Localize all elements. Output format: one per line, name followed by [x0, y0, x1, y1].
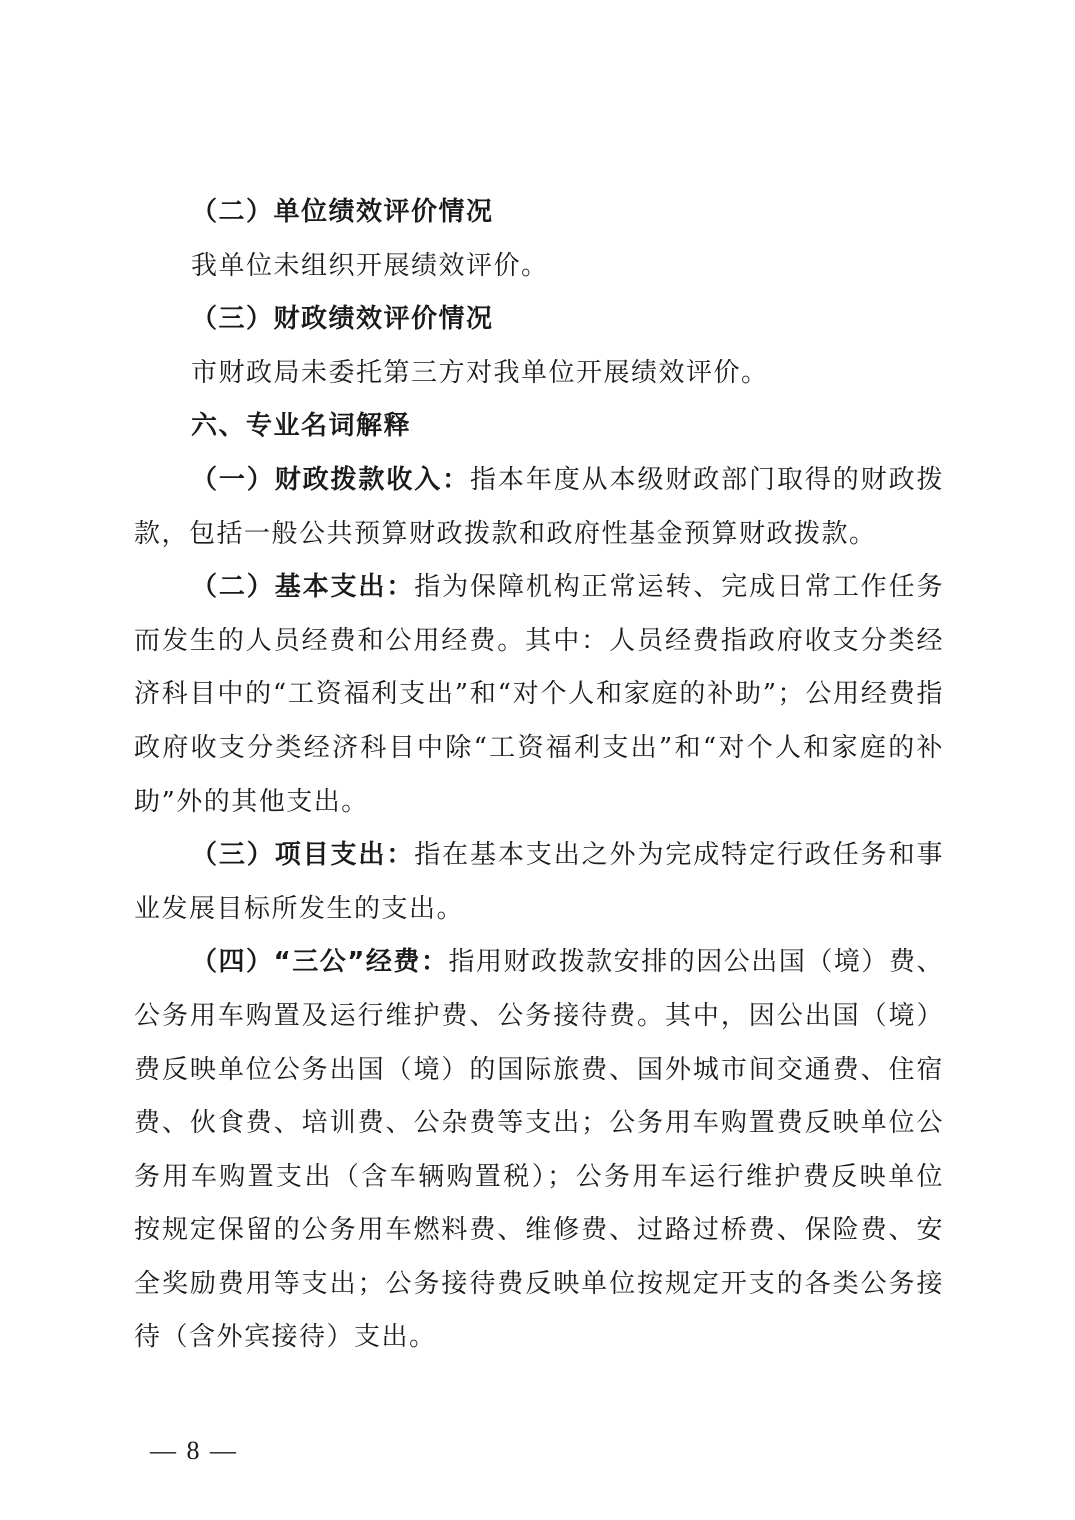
paragraph-finance-evaluation: 市财政局未委托第三方对我单位开展绩效评价。 — [191, 357, 769, 388]
page-number: — 8 — — [150, 1436, 238, 1465]
glossary-term: （二）基本支出： — [191, 572, 415, 603]
glossary-definition: 指为保障机构正常运转、完成日常工作任务而发生的人员经费和公用经费。其中：人员经费指政府收支分类经济科目中的“工资福利支出”和“对个人和家庭的补助”；公用经费指政府收支分类经济科目中除“工资福利支出”和“对个人和家庭的补助”外的其他支出。 — [134, 572, 944, 817]
glossary-term: （一）财政拨款收入： — [191, 464, 471, 495]
document-body — [134, 186, 944, 1365]
section-heading-glossary: 六、专业名词解释 — [191, 411, 412, 442]
glossary-definition: 指用财政拨款安排的因公出国（境）费、公务用车购置及运行维护费、公务接待费。其中，因公出国（境）费反映单位公务出国（境）的国际旅费、国外城市间交通费、住宿费、伙食费、培训费、公杂费等支出；公务用车购置费反映单位公务用车购置支出（含车辆购置税）；公务用车运行维护费反映单位按规定保留的公务用车燃料费、维修费、过路过桥费、保险费、安全奖励费用等支出；公务接待费反映单位按规定开支的各类公务接待（含外宾接待）支出。 — [134, 947, 944, 1353]
glossary-term: （四）“三公”经费： — [191, 947, 449, 978]
paragraph-unit-evaluation: 我单位未组织开展绩效评价。 — [191, 250, 549, 281]
section-heading-unit-evaluation: （二）单位绩效评价情况 — [191, 197, 494, 227]
glossary-term: （三）项目支出： — [191, 840, 415, 871]
glossary-item-three-public-funds — [134, 936, 944, 1365]
glossary-definition: 指在基本支出之外为完成特定行政任务和事业发展目标所发生的支出。 — [134, 840, 944, 924]
glossary-definition: 指本年度从本级财政部门取得的财政拨款，包括一般公共预算财政拨款和政府性基金预算财政拨款。 — [134, 464, 944, 549]
glossary-item-basic-expenditure — [134, 561, 944, 829]
glossary-item-fiscal-income — [134, 454, 944, 561]
glossary-item-project-expenditure — [134, 829, 944, 936]
section-heading-finance-evaluation: （三）财政绩效评价情况 — [191, 304, 494, 335]
